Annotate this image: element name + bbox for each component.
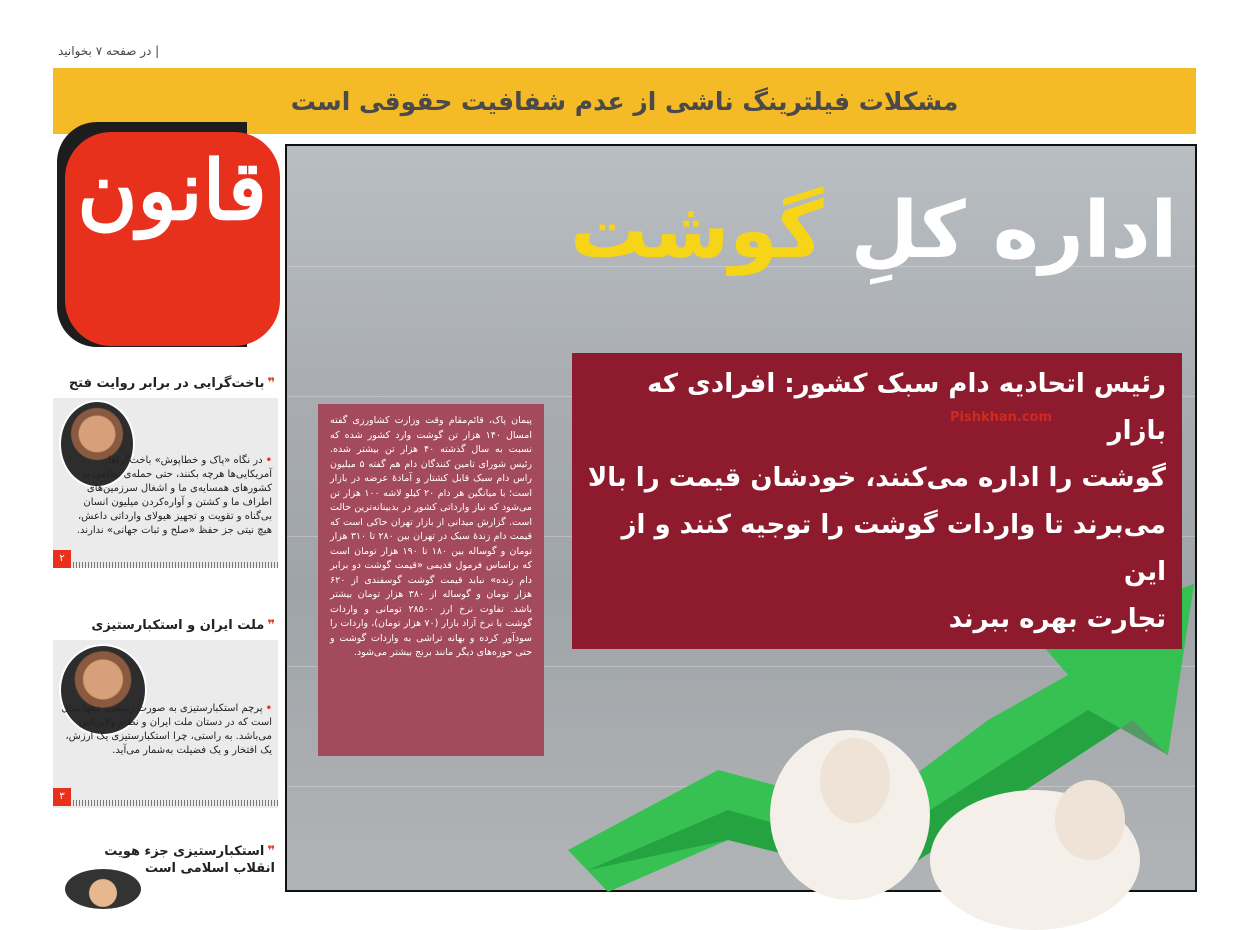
sheep-illustration-head-right — [1055, 780, 1125, 860]
sidebar-title-text: باخت‌گرایی در برابر روایت فتح — [68, 376, 265, 391]
sidebar-card — [53, 640, 278, 808]
article-body-box — [318, 404, 544, 756]
sidebar-title[interactable]: ❞استکبارستیزی جزء هویت انقلاب اسلامی است — [104, 844, 275, 876]
page-number-badge[interactable]: ۳ — [53, 788, 71, 806]
main-headline-yellow: گوشت — [570, 186, 824, 276]
subhead-line: گوشت را اداره می‌کنند، خودشان قیمت را بالا — [587, 463, 1166, 493]
subhead-box — [572, 353, 1182, 649]
sidebar-title[interactable]: ❞باخت‌گرایی در برابر روایت فتح — [68, 376, 275, 391]
top-note: | در صفحه ۷ بخوانید — [58, 44, 160, 58]
sidebar-card-text-content: پرچم استکبارستیزی به صورت رسمی، دهها سال است که در دستان ملت ایران و نظام ولایی‌اش می‌باشد. به راستی، چرا استکبارستیزی یک ارزش، یک افتخار و یک فضیلت به‌شمار می‌آید. — [61, 703, 272, 756]
barcode-decoration — [73, 562, 278, 568]
author-avatar — [63, 867, 143, 911]
sheep-illustration-head-left — [820, 738, 890, 823]
sidebar-title-text: ملت ایران و استکبارستیزی — [91, 618, 265, 633]
page-number-badge[interactable]: ۲ — [53, 550, 71, 568]
logo-wordmark: قانون — [77, 143, 267, 239]
subhead-line: تجارت بهره ببرند — [948, 604, 1166, 634]
sidebar-card-text-content: در نگاه «پاک و خطاپوش» باخت‌گراها، آمریکایی‌ها هرچه بکنند، حتی حمله‌ی نظامی به کشورهای همسایه‌ی ما و اشغال سرزمین‌های اطراف ما و کشتن و آواره‌کردن میلیون انسان بی‌گناه و تقویت و تجهیز هیولای وارداتی داعش، هیچ نیتی جز حفظ «صلح و ثبات جهانی» ندارند. — [76, 455, 272, 536]
sidebar-card-text: •پرچم استکبارستیزی به صورت رسمی، دهها سال است که در دستان ملت ایران و نظام ولایی‌اش می‌باشد. به راستی، چرا استکبارستیزی یک ارزش، یک افتخار و یک فضیلت به‌شمار می‌آید. — [61, 703, 272, 756]
sidebar-title[interactable]: ❞ملت ایران و استکبارستیزی — [91, 618, 275, 633]
subhead-line: رئیس اتحادیه دام سبک کشور: افرادی که بازار — [647, 369, 1166, 446]
main-headline[interactable] — [570, 186, 1178, 276]
main-headline-white: اداره کلِ — [850, 186, 1178, 276]
sidebar-title-text: استکبارستیزی جزء هویت انقلاب اسلامی است — [104, 844, 275, 876]
sidebar-card — [53, 398, 278, 568]
article-body: پیمان پاک، قائم‌مقام وقت وزارت کشاورزی گفته امسال ۱۴۰ هزار تن گوشت وارد کشور شده که نسبت به سال گذشته ۴۰ هزار تن بیشتر شده. رئیس شورای تامین کنندگان دام هم گفته ۵ میلیون راس دام سبک قابل کشتار و آمادهٔ عرضه در بازار است؛ با میانگین هر دام ۲۰ کیلو لاشه ۱۰۰ هزار تن می‌شود که نیاز وارداتی کشور در بدبینانه‌ترین حالت است. گزارش میدانی از بازار تهران حاکی است که قیمت دام زندهٔ سبک در تهران بین ۲۸۰ تا ۳۱۰ هزار تومان و گوساله بین ۱۸۰ تا ۱۹۰ هزار تومان است که براساس فرمول قدیمی «قیمت گوشت دو برابر دام زنده» نباید قیمت گوشت گوسفندی از ۶۲۰ هزار تومان و گوساله از ۳۸۰ هزار تومان بیشتر باشد. تفاوت نرخ ارز ۲۸۵۰۰ تومانی و واردات گوشت با نرخ آزاد بازار (۷۰ هزار تومان)، واردات را سودآور کرده و بهانه تراشی به واردات گوشت و حتی حوزه‌های دیگر مانند برنج بیشتر می‌شود. — [330, 415, 532, 658]
watermark: Pishkhan.com — [950, 410, 1053, 425]
subhead-line: می‌برند تا واردات گوشت را توجیه کنند و از این — [621, 510, 1166, 587]
sidebar-card-text: •در نگاه «پاک و خطاپوش» باخت‌گراها، آمریکایی‌ها هرچه بکنند، حتی حمله‌ی نظامی به کشورهای همسایه‌ی ما و اشغال سرزمین‌های اطراف ما و کشتن و آواره‌کردن میلیون انسان بی‌گناه و تقویت و تجهیز هیولای وارداتی داعش، هیچ نیتی جز حفظ «صلح و ثبات جهانی» ندارند. — [76, 455, 272, 536]
barcode-decoration — [73, 800, 278, 806]
headline-text: مشکلات فیلترینگ ناشی از عدم شفافیت حقوقی است — [290, 86, 959, 116]
